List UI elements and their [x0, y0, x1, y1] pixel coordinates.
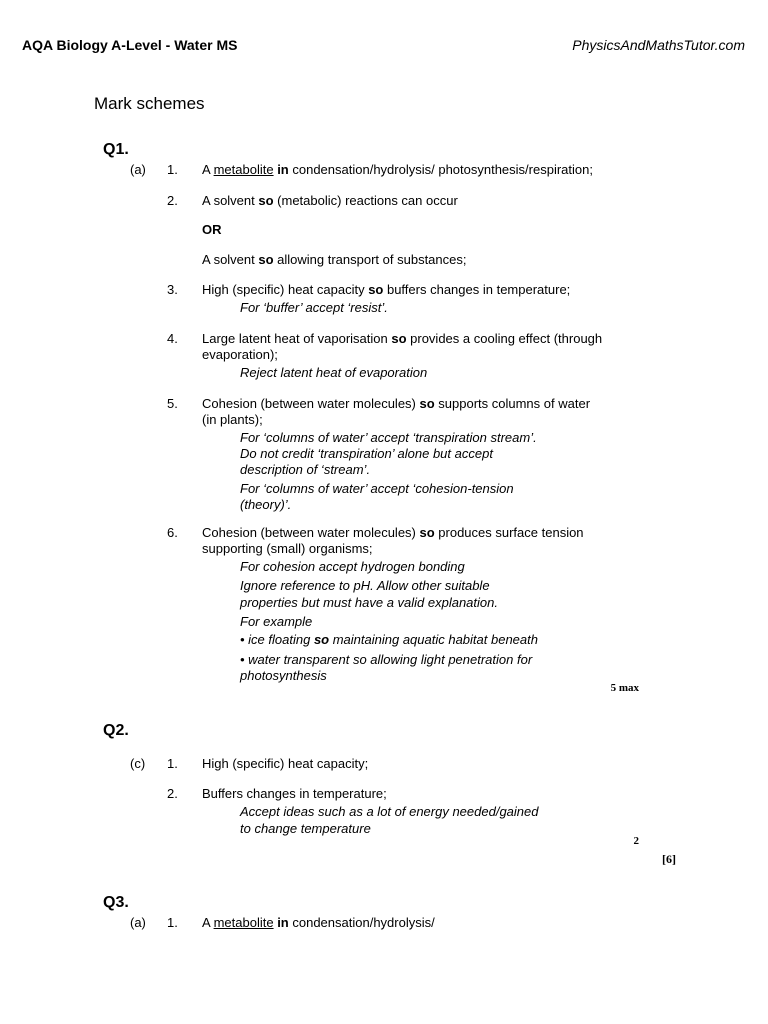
q1-point-4-number: 4. [167, 331, 178, 346]
q2-point-1-number: 1. [167, 756, 178, 771]
q1-point-6-note-6: • water transparent so allowing light penetration for [240, 652, 533, 667]
q1-point-2b-text: A solvent so allowing transport of substances; [202, 252, 467, 267]
q1-point-6-text-line2: supporting (small) organisms; [202, 541, 373, 556]
q1-point-1-number: 1. [167, 162, 178, 177]
q1-point-5-note-2: Do not credit ‘transpiration’ alone but accept [240, 446, 493, 461]
q1-point-6-note-7: photosynthesis [240, 668, 327, 683]
q1-point-5-note-4: For ‘columns of water’ accept ‘cohesion-tension [240, 481, 514, 496]
q2-point-1-text: High (specific) heat capacity; [202, 756, 369, 771]
q1-point-5-note-5: (theory)’. [240, 497, 292, 512]
q1-point-6-note-2: Ignore reference to pH. Allow other suitable [240, 578, 490, 593]
q1-point-3-note: For ‘buffer’ accept ‘resist’. [240, 300, 388, 315]
q1-point-5-note-1: For ‘columns of water’ accept ‘transpiration stream’. [240, 430, 537, 445]
q3-point-1-number: 1. [167, 915, 178, 930]
q1-point-6-note-4: For example [240, 614, 313, 629]
q2-part-label: (c) [130, 756, 146, 771]
q1-point-4-text-line2: evaporation); [202, 347, 278, 362]
q1-or-label: OR [202, 222, 222, 237]
page-title: Mark schemes [94, 94, 205, 113]
question-2-label: Q2. [103, 722, 129, 739]
q1-point-4-note: Reject latent heat of evaporation [240, 365, 428, 380]
question-3-label: Q3. [103, 894, 129, 911]
q1-point-4-text: Large latent heat of vaporisation so provides a cooling effect (through [202, 331, 603, 346]
q1-marks: 5 max [610, 682, 639, 694]
q1-point-5-note-3: description of ‘stream’. [240, 462, 371, 477]
q1-point-5-number: 5. [167, 396, 178, 411]
q1-part-label: (a) [130, 162, 146, 177]
q1-point-1-text: A metabolite in condensation/hydrolysis/ photosynthesis/respiration; [202, 162, 593, 177]
q2-point-2-text: Buffers changes in temperature; [202, 786, 387, 801]
q1-point-5-text: Cohesion (between water molecules) so supports columns of water [202, 396, 591, 411]
q1-point-6-number: 6. [167, 525, 178, 540]
total-marks: [6] [662, 852, 676, 866]
q3-part-label: (a) [130, 915, 146, 930]
q3-point-1-text: A metabolite in condensation/hydrolysis/ [202, 915, 435, 930]
document-header-title: AQA Biology A-Level - Water MS [22, 37, 238, 53]
document-header-source: PhysicsAndMathsTutor.com [572, 37, 745, 53]
q1-point-2-text: A solvent so (metabolic) reactions can occur [202, 193, 458, 208]
q1-point-2-number: 2. [167, 193, 178, 208]
q1-point-3-text: High (specific) heat capacity so buffers changes in temperature; [202, 282, 571, 297]
q1-point-6-note-5: • ice floating so maintaining aquatic habitat beneath [240, 632, 538, 647]
q2-marks: 2 [633, 835, 639, 847]
q1-point-6-note-3: properties but must have a valid explanation. [240, 595, 498, 610]
q2-point-2-note-1: Accept ideas such as a lot of energy needed/gained [240, 804, 539, 819]
question-1-label: Q1. [103, 141, 129, 158]
q1-point-6-note-1: For cohesion accept hydrogen bonding [240, 559, 465, 574]
q1-point-3-number: 3. [167, 282, 178, 297]
q1-point-6-text: Cohesion (between water molecules) so produces surface tension [202, 525, 584, 540]
q1-point-5-text-line2: (in plants); [202, 412, 263, 427]
q2-point-2-note-2: to change temperature [240, 821, 371, 836]
q2-point-2-number: 2. [167, 786, 178, 801]
